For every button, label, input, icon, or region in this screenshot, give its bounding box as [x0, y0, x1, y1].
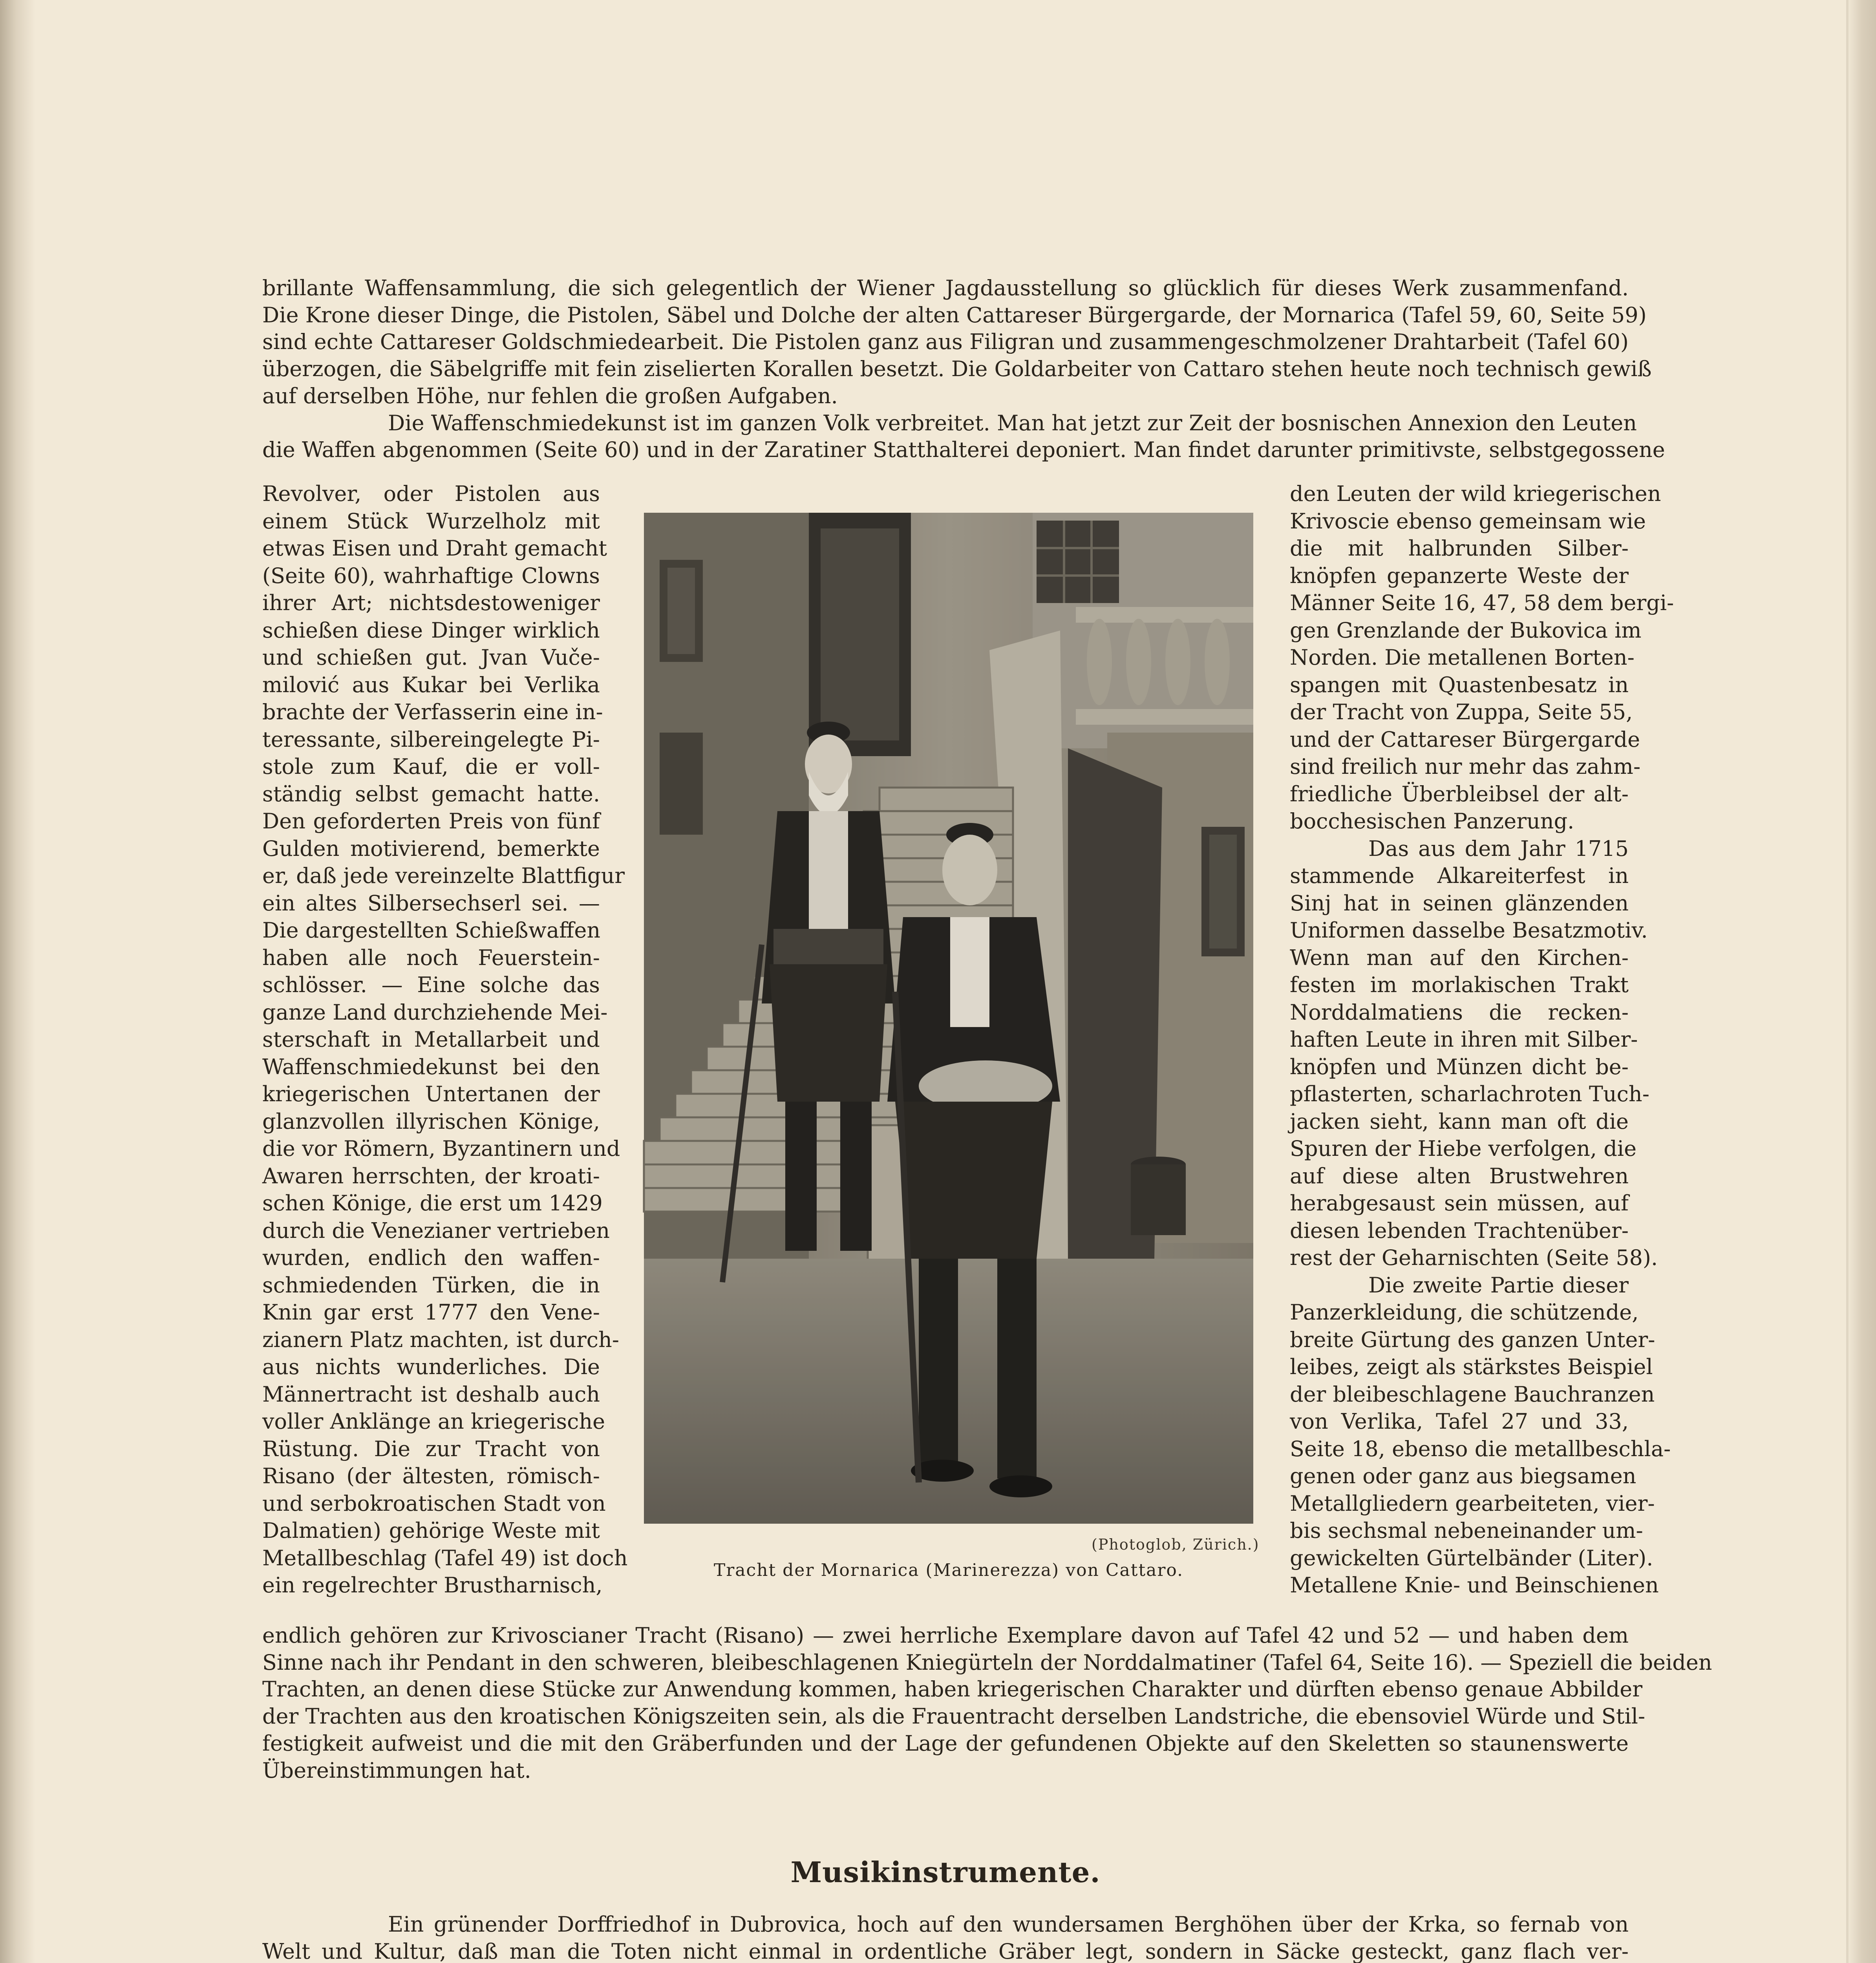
text-line: der bleibeschlagene Bauchranzen [1290, 1382, 1655, 1407]
text-line: brillante Waffensammlung, die sich gelegentlich der Wiener Jagdausstellung so glücklich für dieses Werk zusammenfand. [262, 276, 1629, 300]
music-paragraph [262, 1911, 1629, 1963]
text-line: Gulden motivierend, bemerkte [262, 836, 600, 861]
text-line: von Verlika, Tafel 27 und 33, [1290, 1409, 1629, 1434]
text-line: Metallene Knie- und Beinschienen [1290, 1573, 1659, 1597]
text-line: Übereinstimmungen hat. [262, 1758, 531, 1783]
photo-credit: (Photoglob, Zürich.) [1092, 1536, 1260, 1553]
photo-illustration [644, 513, 1253, 1524]
text-line: schmiedenden Türken, die in [262, 1272, 600, 1298]
text-line: Metallbeschlag (Tafel 49) ist doch [262, 1545, 628, 1570]
section-heading: Musikinstrumente. [790, 1855, 1101, 1889]
figure-caption: Tracht der Mornarica (Marinerezza) von Cattaro. [713, 1560, 1184, 1580]
text-line: Sinj hat in seinen glänzenden [1290, 890, 1629, 916]
text-line: etwas Eisen und Draht gemacht [262, 536, 607, 561]
text-line: ständig selbst gemacht hatte. [262, 781, 600, 806]
text-line: der Tracht von Zuppa, Seite 55, [1290, 700, 1633, 724]
text-line: schießen diese Dinger wirklich [262, 618, 600, 643]
page-edge [1849, 0, 1876, 1963]
text-line: bis sechsmal nebeneinander um- [1290, 1518, 1643, 1543]
text-line: festigkeit aufweist und die mit den Gräberfunden und der Lage der gefundenen Objekte auf den Skeletten so staunenswerte [262, 1731, 1629, 1756]
text-line: Die zweite Partie dieser [1368, 1272, 1629, 1298]
text-line: festen im morlakischen Trakt [1290, 972, 1629, 997]
text-line: haben alle noch Feuerstein- [262, 945, 600, 970]
text-line: breite Gürtung des ganzen Unter- [1290, 1327, 1655, 1352]
top-paragraph [262, 275, 1665, 464]
gutter-shadow [0, 0, 35, 1963]
text-line: zianern Platz machten, ist durch- [262, 1327, 619, 1352]
text-line: Norddalmatiens die recken- [1290, 1000, 1629, 1025]
text-line: auf derselben Höhe, nur fehlen die großen Aufgaben. [262, 383, 838, 408]
text-line: Männertracht ist deshalb auch [262, 1382, 600, 1407]
text-line: milović aus Kukar bei Verlika [262, 672, 600, 697]
text-line: Die Waffenschmiedekunst ist im ganzen Volk verbreitet. Man hat jetzt zur Zeit der bosnischen Annexion den Leuten [388, 410, 1637, 435]
text-line: der Trachten aus den kroatischen Königszeiten sein, als die Frauentracht derselben Landstriche, die ebensoviel Würde und Stil- [262, 1704, 1646, 1729]
text-line: Das aus dem Jahr 1715 [1368, 836, 1629, 861]
text-line: teressante, silbereingelegte Pi- [262, 727, 600, 752]
text-line: Männer Seite 16, 47, 58 dem bergi- [1290, 590, 1674, 615]
text-line: gen Grenzlande der Bukovica im [1290, 618, 1642, 643]
text-line: brachte der Verfasserin eine in- [262, 700, 603, 724]
text-line: Awaren herrschten, der kroati- [262, 1163, 600, 1188]
text-line: haften Leute in ihren mit Silber- [1290, 1027, 1638, 1052]
text-line: Waffenschmiedekunst bei den [262, 1054, 600, 1079]
text-line: rest der Geharnischten (Seite 58). [1290, 1245, 1658, 1270]
text-line: einem Stück Wurzelholz mit [262, 508, 600, 534]
text-line: Wenn man auf den Kirchen- [1290, 945, 1629, 970]
text-line: und serbokroatischen Stadt von [262, 1491, 606, 1516]
text-line: durch die Venezianer vertrieben [262, 1218, 610, 1243]
text-line: ganze Land durchziehende Mei- [262, 1000, 608, 1025]
text-line: Welt und Kultur, daß man die Toten nicht einmal in ordentliche Gräber legt, sondern in Säcke gesteckt, ganz flach ver- [262, 1939, 1629, 1963]
text-line: die vor Römern, Byzantinern und [262, 1136, 620, 1161]
text-line: schen Könige, die erst um 1429 [262, 1191, 603, 1215]
text-line: die Waffen abgenommen (Seite 60) und in der Zaratiner Statthalterei deponiert. Man findet darunter primitivste, selbstgegossene [262, 437, 1665, 462]
text-line: Krivoscie ebenso gemeinsam wie [1290, 508, 1646, 534]
text-line: (Seite 60), wahrhaftige Clowns [262, 563, 600, 588]
text-line: Revolver, oder Pistolen aus [262, 481, 600, 506]
text-line: Panzerkleidung, die schützende, [1290, 1300, 1639, 1325]
text-line: sterschaft in Metallarbeit und [262, 1027, 600, 1052]
text-line: knöpfen und Münzen dicht be- [1290, 1054, 1629, 1079]
left-column-text [262, 480, 628, 1599]
text-line: Spuren der Hiebe verfolgen, die [1290, 1136, 1637, 1161]
text-line: überzogen, die Säbelgriffe mit fein ziselierten Korallen besetzt. Die Goldarbeiter von Cattaro stehen heute noch technisch gewiß [262, 356, 1652, 382]
text-line: auf diese alten Brustwehren [1290, 1163, 1629, 1188]
text-line: Risano (der ältesten, römisch- [262, 1464, 600, 1488]
text-line: voller Anklänge an kriegerische [262, 1409, 605, 1434]
text-line: endlich gehören zur Krivoscianer Tracht (Risano) — zwei herrliche Exemplare davon auf Tafel 42 und 52 — und haben dem [262, 1623, 1629, 1648]
text-line: ein regelrechter Brustharnisch, [262, 1573, 603, 1597]
text-line: aus nichts wunderliches. Die [262, 1354, 600, 1379]
text-line: den Leuten der wild kriegerischen [1290, 481, 1661, 506]
text-line: die mit halbrunden Silber- [1290, 536, 1629, 561]
text-line: kriegerischen Untertanen der [262, 1082, 600, 1106]
text-line: Die Krone dieser Dinge, die Pistolen, Säbel und Dolche der alten Cattareser Bürgergarde, der Mornarica (Tafel 59, 60, Seite 59) [262, 302, 1647, 327]
text-line: ein altes Silbersechserl sei. — [262, 890, 600, 916]
text-line: Den geforderten Preis von fünf [262, 809, 600, 833]
text-line: sind freilich nur mehr das zahm- [1290, 754, 1641, 779]
text-line: Uniformen dasselbe Besatzmotiv. [1290, 918, 1648, 943]
text-line: leibes, zeigt als stärkstes Beispiel [1290, 1354, 1653, 1379]
costume-photograph [644, 513, 1253, 1524]
bottom-paragraph [262, 1622, 1712, 1784]
text-line: stole zum Kauf, die er voll- [262, 754, 600, 779]
right-column-text [1290, 480, 1674, 1599]
text-line: und schießen gut. Jvan Vuče- [262, 645, 600, 670]
text-line: sind echte Cattareser Goldschmiedearbeit. Die Pistolen ganz aus Filigran und zusammengeschmolzener Drahtarbeit (Tafel 60) [262, 329, 1629, 355]
text-line: diesen lebenden Trachtenüber- [1290, 1218, 1629, 1243]
text-line: Metallgliedern gearbeiteten, vier- [1290, 1491, 1655, 1516]
text-line: Dalmatien) gehörige Weste mit [262, 1518, 600, 1543]
text-line: jacken sieht, kann man oft die [1290, 1109, 1629, 1134]
text-line: Knin gar erst 1777 den Vene- [262, 1300, 600, 1325]
text-line: gewickelten Gürtelbänder (Liter). [1290, 1545, 1653, 1570]
text-line: Ein grünender Dorffriedhof in Dubrovica, hoch auf den wundersamen Berghöhen über der Krka, so fernab von [388, 1912, 1629, 1937]
text-line: Seite 18, ebenso die metallbeschla- [1290, 1436, 1671, 1461]
text-line: schlösser. — Eine solche das [262, 972, 600, 997]
text-line: ihrer Art; nichtsdestoweniger [262, 590, 600, 615]
text-line: Rüstung. Die zur Tracht von [262, 1436, 600, 1461]
text-line: wurden, endlich den waffen- [262, 1245, 600, 1270]
text-line: knöpfen gepanzerte Weste der [1290, 563, 1629, 588]
text-line: Sinne nach ihr Pendant in den schweren, bleibeschlagenen Kniegürteln der Norddalmatiner (Tafel 64, Seite 16). — Speziell die beiden [262, 1650, 1712, 1675]
text-line: stammende Alkareiterfest in [1290, 863, 1629, 888]
text-line: pflasterten, scharlachroten Tuch- [1290, 1082, 1649, 1106]
text-line: genen oder ganz aus biegsamen [1290, 1464, 1636, 1488]
text-line: bocchesischen Panzerung. [1290, 809, 1574, 833]
text-line: Die dargestellten Schießwaffen [262, 918, 601, 943]
text-line: herabgesaust sein müssen, auf [1290, 1191, 1629, 1215]
text-line: Norden. Die metallenen Borten- [1290, 645, 1635, 670]
text-line: und der Cattareser Bürgergarde [1290, 727, 1640, 752]
text-line: friedliche Überbleibsel der alt- [1290, 781, 1629, 806]
text-line: glanzvollen illyrischen Könige, [262, 1109, 600, 1134]
text-line: Trachten, an denen diese Stücke zur Anwendung kommen, haben kriegerischen Charakter und dürften ebenso genaue Abbilder [262, 1677, 1643, 1702]
text-line: spangen mit Quastenbesatz in [1290, 672, 1629, 697]
text-line: er, daß jede vereinzelte Blattfigur [262, 863, 625, 888]
